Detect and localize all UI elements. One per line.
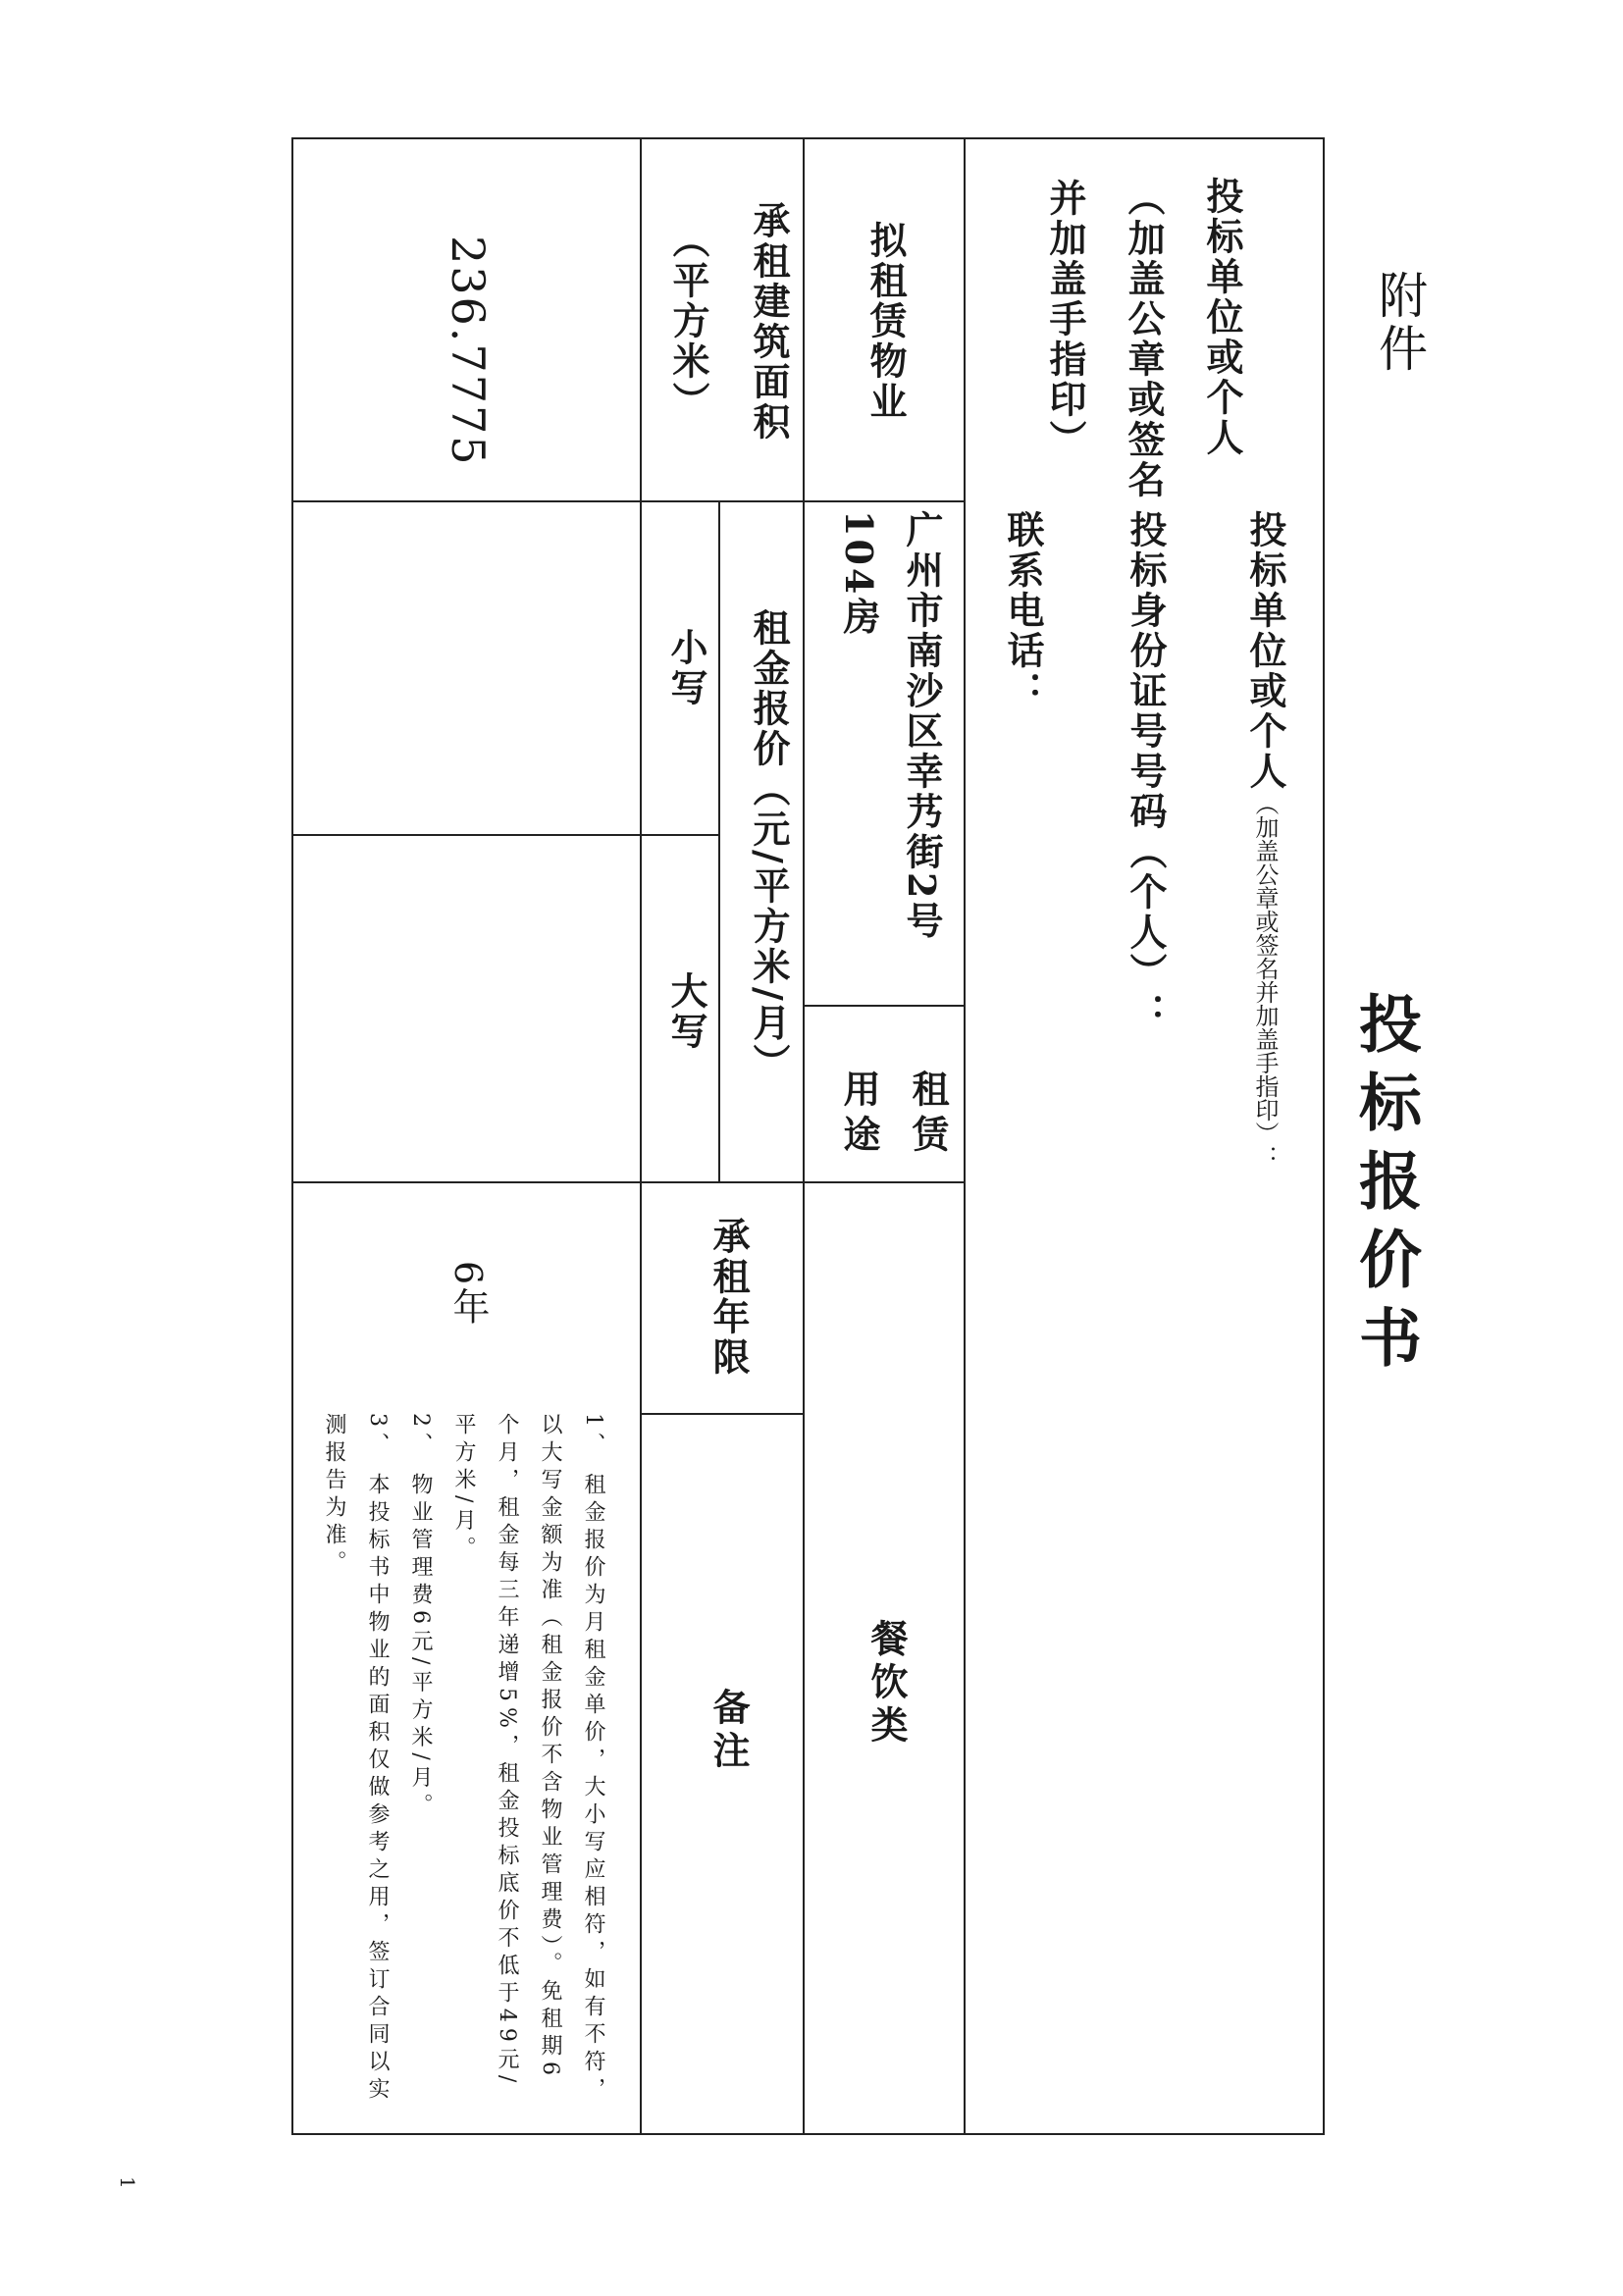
appendix-label: 附件	[1371, 270, 1428, 376]
bidder-unit-label: 投标单位或个人	[1243, 510, 1287, 792]
rental-use-label-line1: 租赁	[906, 1070, 950, 1160]
bidder-unit-note: （加盖公章或签名并加盖手指印）：	[1251, 792, 1279, 1169]
remarks-body	[296, 1413, 636, 2119]
remarks-line: 2、 物业管理费6元/平方米/月。	[408, 1413, 433, 1821]
rent-lowercase-label: 小写	[664, 628, 708, 708]
property-label: 拟租赁物业	[864, 221, 908, 422]
remarks-line: 以大写金额为准（租金报价不含物业管理费）。免租期6	[538, 1413, 562, 2081]
area-value: 236.7775	[442, 235, 495, 467]
remarks-line: 3、 本投标书中物业的面积仅做参考之用，签订合同以实	[365, 1413, 390, 2105]
bidder-phone-field[interactable]: 联系电话：	[1001, 510, 1045, 711]
remarks-line: 1、 租金报价为月租金单价，大小写应相符，如有不符，	[581, 1413, 605, 2105]
area-label-line1: 承租建筑面积	[747, 201, 791, 443]
remarks-line: 测报告为准。	[322, 1413, 346, 1578]
bidder-label-line3: 并加盖手指印）	[1043, 179, 1087, 460]
remarks-label: 备注	[707, 1688, 751, 1774]
rent-lowercase-input[interactable]	[294, 502, 716, 832]
rental-use-value: 餐饮类	[864, 1619, 909, 1748]
term-value: 6年	[446, 1261, 490, 1329]
property-address-line1: 广州市南沙区幸艿街2号	[900, 510, 944, 942]
page-title: 投标报价书	[1348, 991, 1422, 1383]
term-label: 承租年限	[707, 1217, 751, 1378]
remarks-line: 平方米/月。	[451, 1413, 476, 1564]
rental-use-label-line2: 用途	[837, 1070, 881, 1160]
rent-uppercase-label: 大写	[664, 971, 708, 1052]
rent-header: 租金报价（元/平方米/月）	[747, 608, 791, 1084]
bidder-unit-field[interactable]	[1238, 510, 1292, 1169]
remarks-line: 个月，租金每三年递增5%，租金投标底价不低于49元/	[495, 1413, 519, 2089]
area-label-line2: （平方米）	[666, 221, 710, 422]
page-number: 1	[116, 2176, 139, 2189]
rent-uppercase-input[interactable]	[294, 836, 716, 1179]
bidder-id-field[interactable]: 投标身份证号号码（个人）：	[1124, 510, 1168, 1033]
bidder-label-line2: （加盖公章或签名	[1122, 179, 1166, 500]
bidder-label-line1: 投标单位或个人	[1200, 177, 1244, 458]
property-address-line2: 104房	[837, 510, 881, 638]
